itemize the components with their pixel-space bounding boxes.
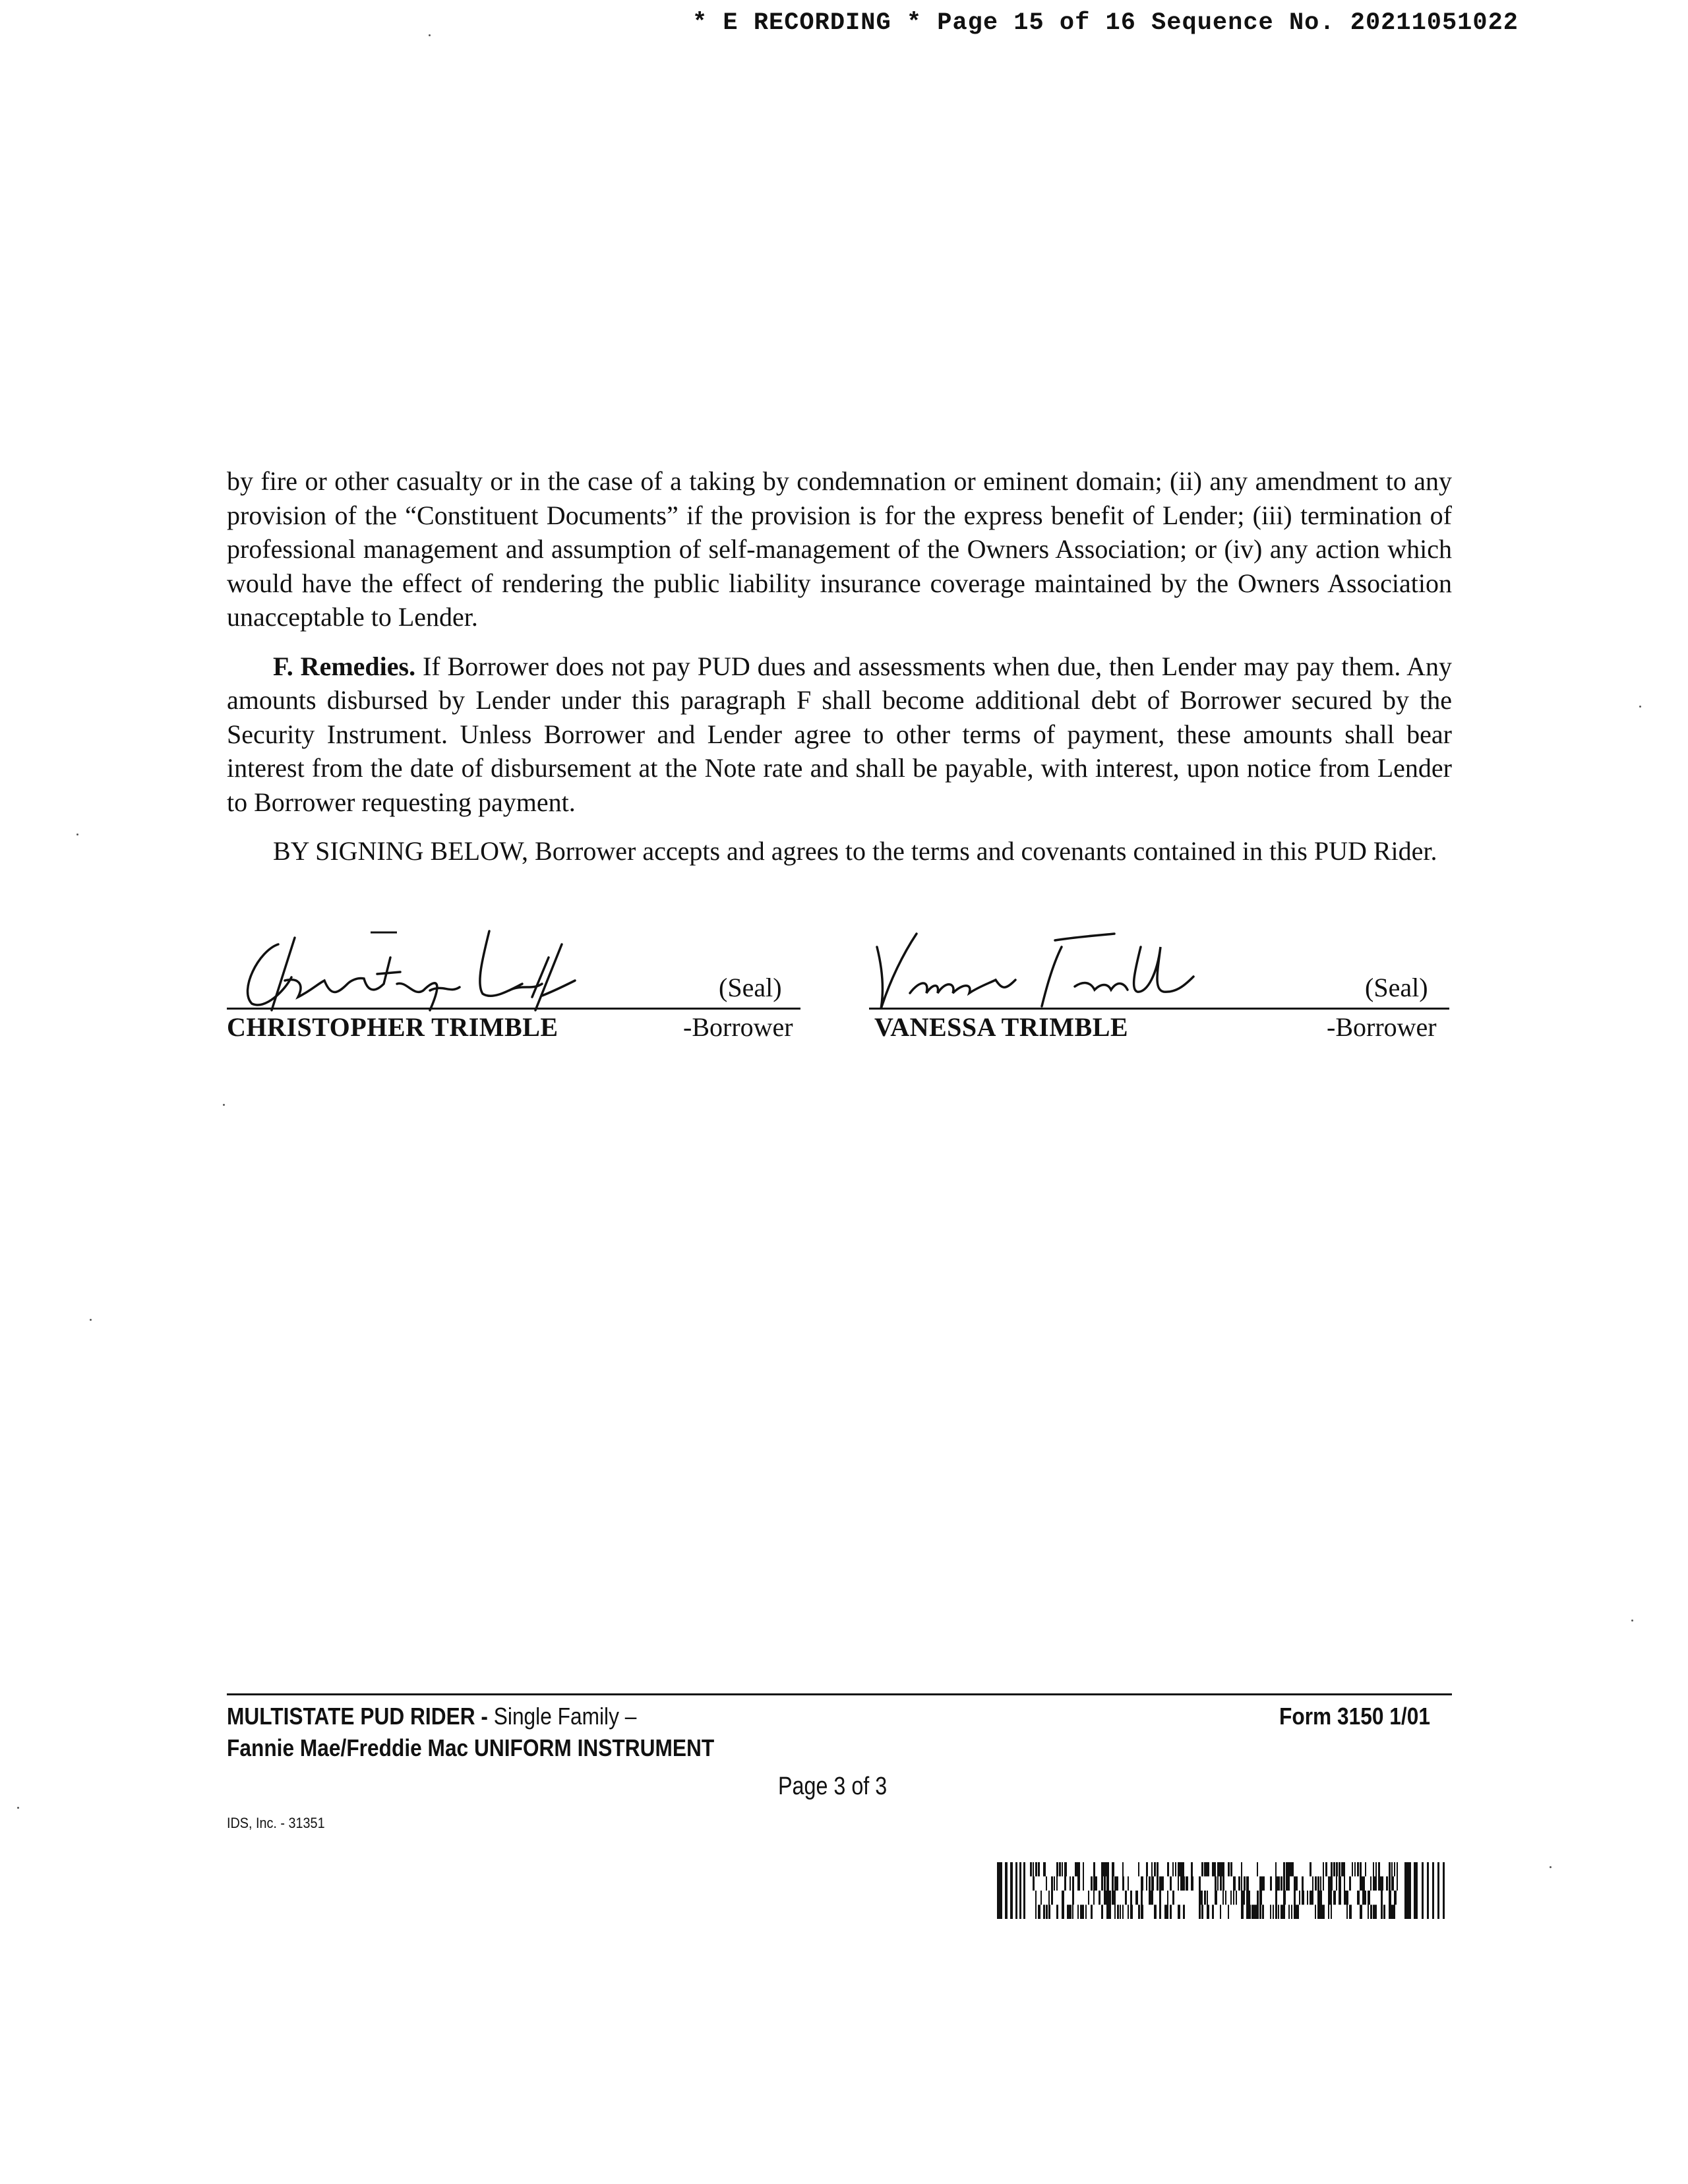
signer-role-1: -Borrower — [683, 1012, 793, 1042]
signature-line-2 — [869, 1008, 1449, 1010]
scan-speck — [90, 1319, 92, 1321]
signature-christopher-trimble — [232, 918, 601, 1017]
page-number: Page 3 of 3 — [778, 1773, 888, 1800]
scan-speck — [17, 1807, 19, 1809]
document-barcode — [997, 1862, 1447, 1919]
footer-rule — [227, 1693, 1452, 1695]
vendor-code: IDS, Inc. - 31351 — [227, 1815, 325, 1831]
scan-speck — [76, 834, 78, 835]
rider-body — [227, 464, 1452, 884]
recording-stamp: * E RECORDING * Page 15 of 16 Sequence No. 20211051022 — [692, 9, 1519, 37]
form-title — [227, 1703, 636, 1730]
signer-role-2: -Borrower — [1327, 1012, 1437, 1042]
scan-speck — [1631, 1620, 1633, 1622]
seal-label-1: (Seal) — [719, 973, 782, 1002]
form-number: Form 3150 1/01 — [1279, 1703, 1430, 1730]
signing-statement: BY SIGNING BELOW, Borrower accepts and agrees to the terms and covenants contained in this PUD Rider. — [273, 836, 1437, 866]
form-title-rest: Single Family – — [487, 1703, 637, 1730]
paragraph-remedies — [227, 650, 1452, 820]
remedies-text: If Borrower does not pay PUD dues and assessments when due, then Lender may pay them. Any amounts disbursed by Lender under this paragraph F shall become additional debt of Borrower secured by the Security Instrument. Unless Borrower and Lender agree to other terms of payment, these amounts shall bear interest from the date of disbursement at the Note rate and shall be payable, with interest, upon notice from Lender to Borrower requesting payment. — [227, 651, 1453, 817]
form-subtitle: Fannie Mae/Freddie Mac UNIFORM INSTRUMENT — [227, 1734, 715, 1761]
paragraph-termination-conditions: by fire or other casualty or in the case of a taking by condemnation or eminent domain; (ii) any amendment to any provision of the “Constituent Documents” if the provision is for the express benefit of Lender; (iii) termination of professional management and assumption of self-management of the Owners Association; or (iv) any action which would have the effect of rendering the public liability insurance coverage maintained by the Owners Association unacceptable to Lender. — [227, 466, 1452, 632]
scan-speck — [223, 1104, 225, 1106]
scan-speck — [1639, 706, 1641, 708]
scan-speck — [429, 34, 431, 36]
signature-vanessa-trimble — [864, 927, 1207, 1013]
remedies-heading: F. Remedies. — [273, 651, 416, 681]
signature-line-1 — [227, 1008, 800, 1010]
seal-label-2: (Seal) — [1365, 973, 1428, 1002]
signer-name-2: VANESSA TRIMBLE — [874, 1012, 1129, 1042]
form-title-bold: MULTISTATE PUD RIDER - — [227, 1703, 488, 1730]
signer-name-1: CHRISTOPHER TRIMBLE — [227, 1012, 558, 1042]
scan-speck — [1550, 1866, 1552, 1868]
